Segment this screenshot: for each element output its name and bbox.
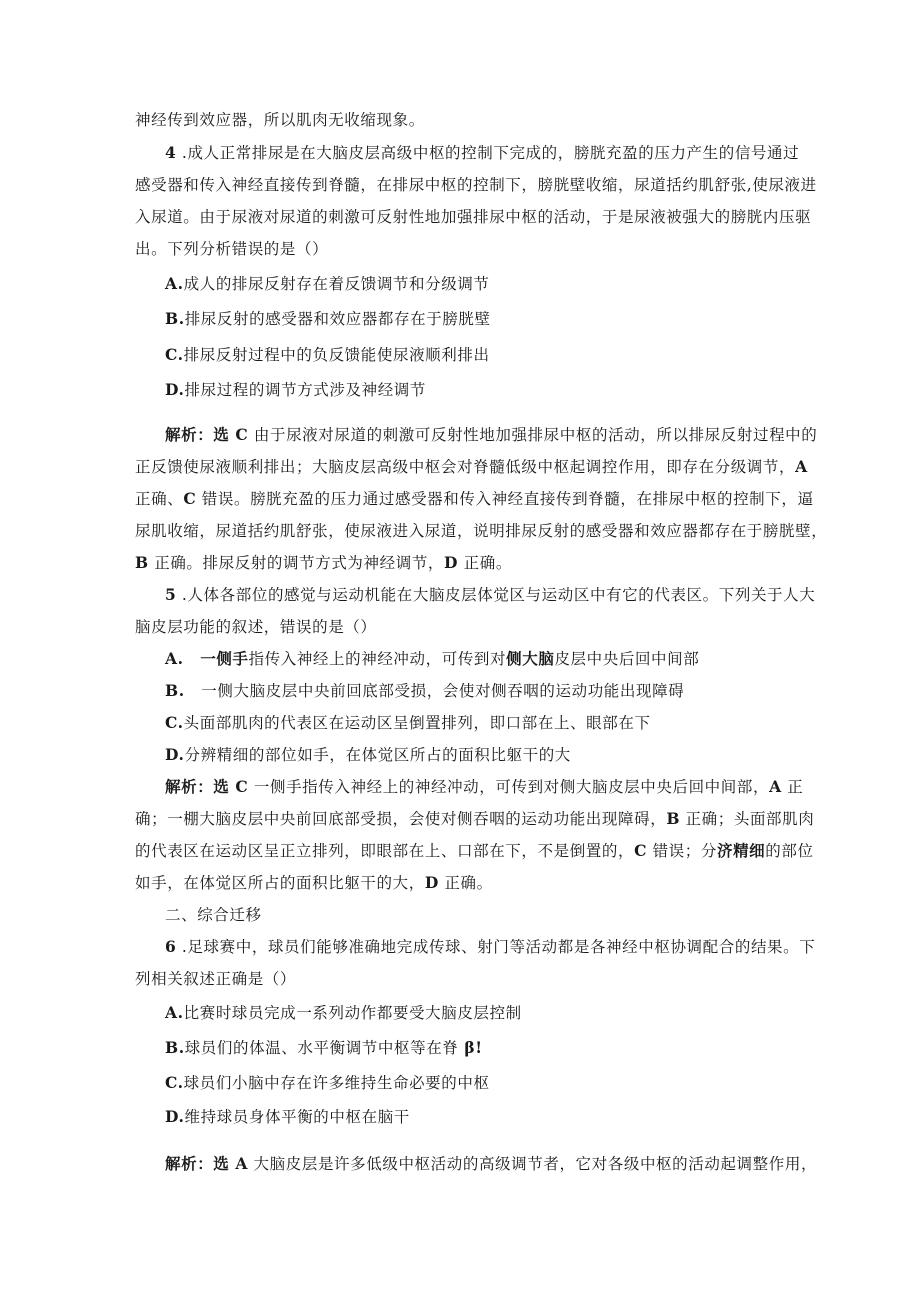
question-4-answer-line: B 正确。排尿反射的调节方式为神经调节，D 正确。 [135, 553, 512, 572]
question-4-option-c: C.排尿反射过程中的负反馈能使尿液顺利排出 [165, 345, 490, 364]
question-4-stem-line: 入尿道。由于尿液对尿道的刺激可反射性地加强排尿中枢的活动，于是尿液被强大的膀胱内压驱 [135, 208, 812, 226]
question-number: 5 [165, 585, 177, 604]
question-4-option-b: B.排尿反射的感受器和效应器都存在于膀胱壁 [165, 309, 491, 328]
question-6-option-b: B.球员们的体温、水平衡调节中枢等在脊 β! [165, 1038, 483, 1057]
question-5-option-d: D.分辨精细的部位如手，在体觉区所占的面积比躯干的大 [165, 745, 571, 764]
question-5-option-b: B. 一侧大脑皮层中央前回底部受损，会使对侧吞咽的运动功能出现障碍 [165, 681, 685, 700]
answer-label: 解析：选 A [165, 1154, 249, 1173]
question-5-stem-line: 脑皮层功能的叙述，错误的是（） [135, 618, 377, 636]
question-4-stem-line: 出。下列分析错误的是（） [135, 240, 329, 258]
answer-label: 解析：选 C [165, 777, 249, 796]
question-4-option-a: A.成人的排尿反射存在着反馈调节和分级调节 [165, 274, 490, 293]
question-number: 4 [165, 143, 177, 162]
question-6-stem-line: 列相关叙述正确是（） [135, 970, 297, 988]
question-5-option-a: A. 一侧手指传入神经上的神经冲动，可传到对侧大脑皮层中央后回中间部 [165, 649, 700, 668]
question-6-option-c: C.球员们小脑中存在许多维持生命必要的中枢 [165, 1073, 490, 1092]
question-4-answer-line: 尿肌收缩，尿道括约肌舒张，使尿液进入尿道，说明排尿反射的感受器和效应器都存在于膀胱壁， [135, 522, 828, 540]
question-6-answer: 解析：选 A 大脑皮层是许多低级中枢活动的高级调节者，它对各级中枢的活动起调整作用， [165, 1154, 818, 1173]
question-4-answer-line: 正反馈使尿液顺利排出；大脑皮层高级中枢会对脊髓低级中枢起调控作用，即存在分级调节，A [135, 457, 808, 476]
question-4-answer: 解析：选 C 由于尿液对尿道的刺激可反射性地加强排尿中枢的活动，所以排尿反射过程中的 [165, 425, 818, 444]
question-4-option-d: D.排尿过程的调节方式涉及神经调节 [165, 380, 427, 399]
question-6-option-a: A.比赛时球员完成一系列动作都要受大脑皮层控制 [165, 1003, 522, 1022]
question-4-stem-line: 感受器和传入神经直接传到脊髓，在排尿中枢的控制下，膀胱壁收缩，尿道括约肌舒张,使尿液进 [135, 176, 817, 194]
question-6-option-d: D.维持球员身体平衡的中枢在脑干 [165, 1107, 410, 1126]
question-number: 6 [165, 937, 177, 956]
question-5-answer: 解析：选 C 一侧手指传入神经上的神经冲动，可传到对侧大脑皮层中央后回中间部，A 正 [165, 777, 804, 796]
answer-label: 解析：选 C [165, 425, 249, 444]
question-5-stem: 5 .人体各部位的感觉与运动机能在大脑皮层体觉区与运动区中有它的代表区。下列关于人大 [165, 585, 816, 604]
question-5-answer-line: 确；一棚大脑皮层中央前回底部受损，会使对侧吞咽的运动功能出现障碍，B 正确；头面部肌肉 [135, 809, 815, 828]
text-line: 神经传到效应器，所以肌肉无收缩现象。 [135, 111, 425, 129]
question-4-stem: 4 .成人正常排尿是在大脑皮层高级中枢的控制下完成的，膀胱充盈的压力产生的信号通过 [165, 143, 800, 162]
question-6-stem: 6 .足球赛中，球员们能够准确地完成传球、射门等活动都是各神经中枢协调配合的结果。下 [165, 937, 816, 956]
question-4-answer-line: 正确、C 错误。膀胱充盈的压力通过感受器和传入神经直接传到脊髓，在排尿中枢的控制下，逼 [135, 489, 814, 508]
section-heading: 二、综合迁移 [165, 906, 262, 924]
question-5-answer-line: 的代表区在运动区呈正立排列，即眼部在上、口部在下，不是倒置的，C 错误；分济精细的部位 [135, 841, 814, 860]
question-5-option-c: C.头面部肌肉的代表区在运动区呈倒置排列，即口部在上、眼部在下 [165, 713, 651, 732]
question-5-answer-line: 如手，在体觉区所占的面积比躯干的大，D 正确。 [135, 873, 493, 892]
